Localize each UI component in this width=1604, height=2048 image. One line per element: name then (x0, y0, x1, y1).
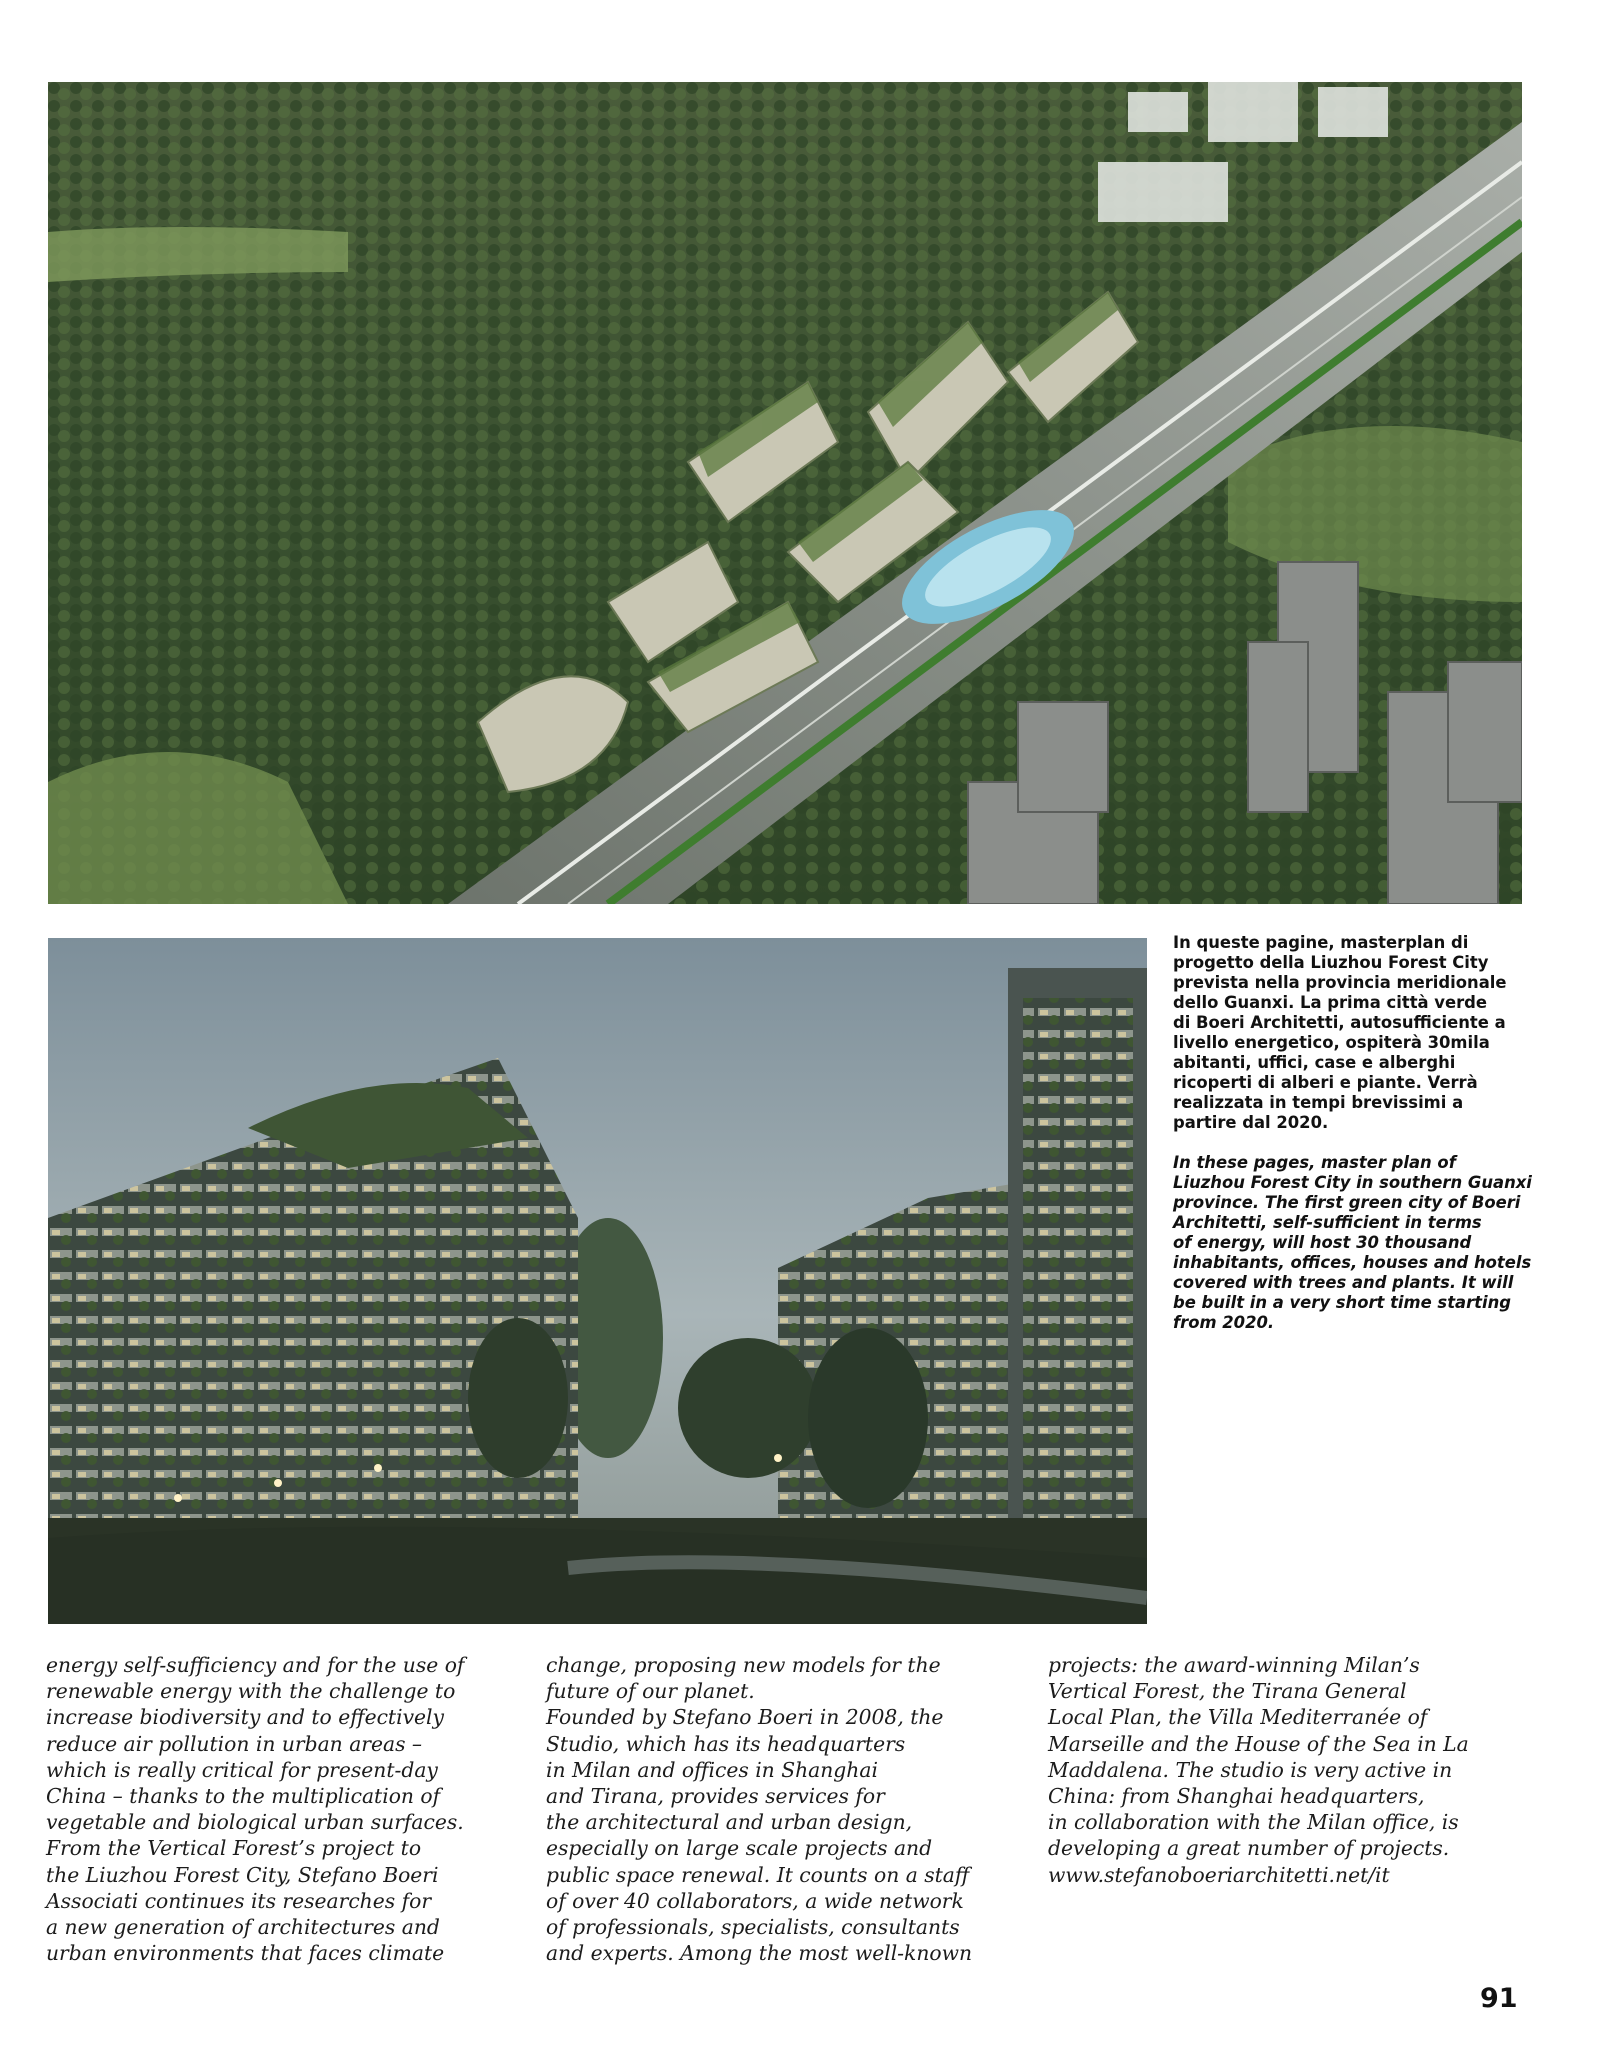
street-rendering-image (48, 938, 1147, 1624)
page-number: 91 (1480, 1983, 1518, 2014)
caption-italian: In queste pagine, masterplan di progetto della Liuzhou Forest City prevista nella provincia meridionale dello Guanxi. La prima città verde di Boeri Architetti, autosufficiente a livello energetico, ospiterà 30mila abitanti, uffici, case e alberghi ricoperti di alberi e piante. Verrà realizzata in tempi brevissimi a partire dal 2020. (1173, 933, 1507, 1132)
aerial-masterplan-image (48, 82, 1522, 904)
body-column-1: energy self-sufficiency and for the use of renewable energy with the challenge to increase biodiversity and to effectively reduce air pollution in urban areas – which is really critical for present-day China – thanks to the multiplication of vegetable and biological urban surfaces. From the Vertical Forest’s project to the Liuzhou Forest City, Stefano Boeri Associati continues its researches for a new generation of architectures and urban environments that faces climate (46, 1653, 465, 1966)
caption-english: In these pages, master plan of Liuzhou Forest City in southern Guanxi province. The first green city of Boeri Architetti, self-sufficient in terms of energy, will host 30 thousand inhabitants, offices, houses and hotels covered with trees and plants. It will be built in a very short time starting from 2020. (1173, 1153, 1532, 1332)
aerial-rendering-illustration (48, 82, 1522, 904)
photo-caption (1173, 933, 1533, 1333)
street-rendering-illustration (48, 938, 1147, 1624)
body-column-3: projects: the award-winning Milan’s Vertical Forest, the Tirana General Local Plan, the Villa Mediterranée of Marseille and the House of the Sea in La Maddalena. The studio is very active in China: from Shanghai headquarters, in collaboration with the Milan office, is developing a great number of projects. www.stefanoboeriarchitetti.net/it (1048, 1653, 1469, 1887)
body-column-2: change, proposing new models for the future of our planet. Founded by Stefano Boeri in 2008, the Studio, which has its headquarters in Milan and offices in Shanghai and Tirana, provides services for the architectural and urban design, especially on large scale projects and public space renewal. It counts on a staff of over 40 collaborators, a wide network of professionals, specialists, consultants and experts. Among the most well-known (546, 1653, 973, 1966)
